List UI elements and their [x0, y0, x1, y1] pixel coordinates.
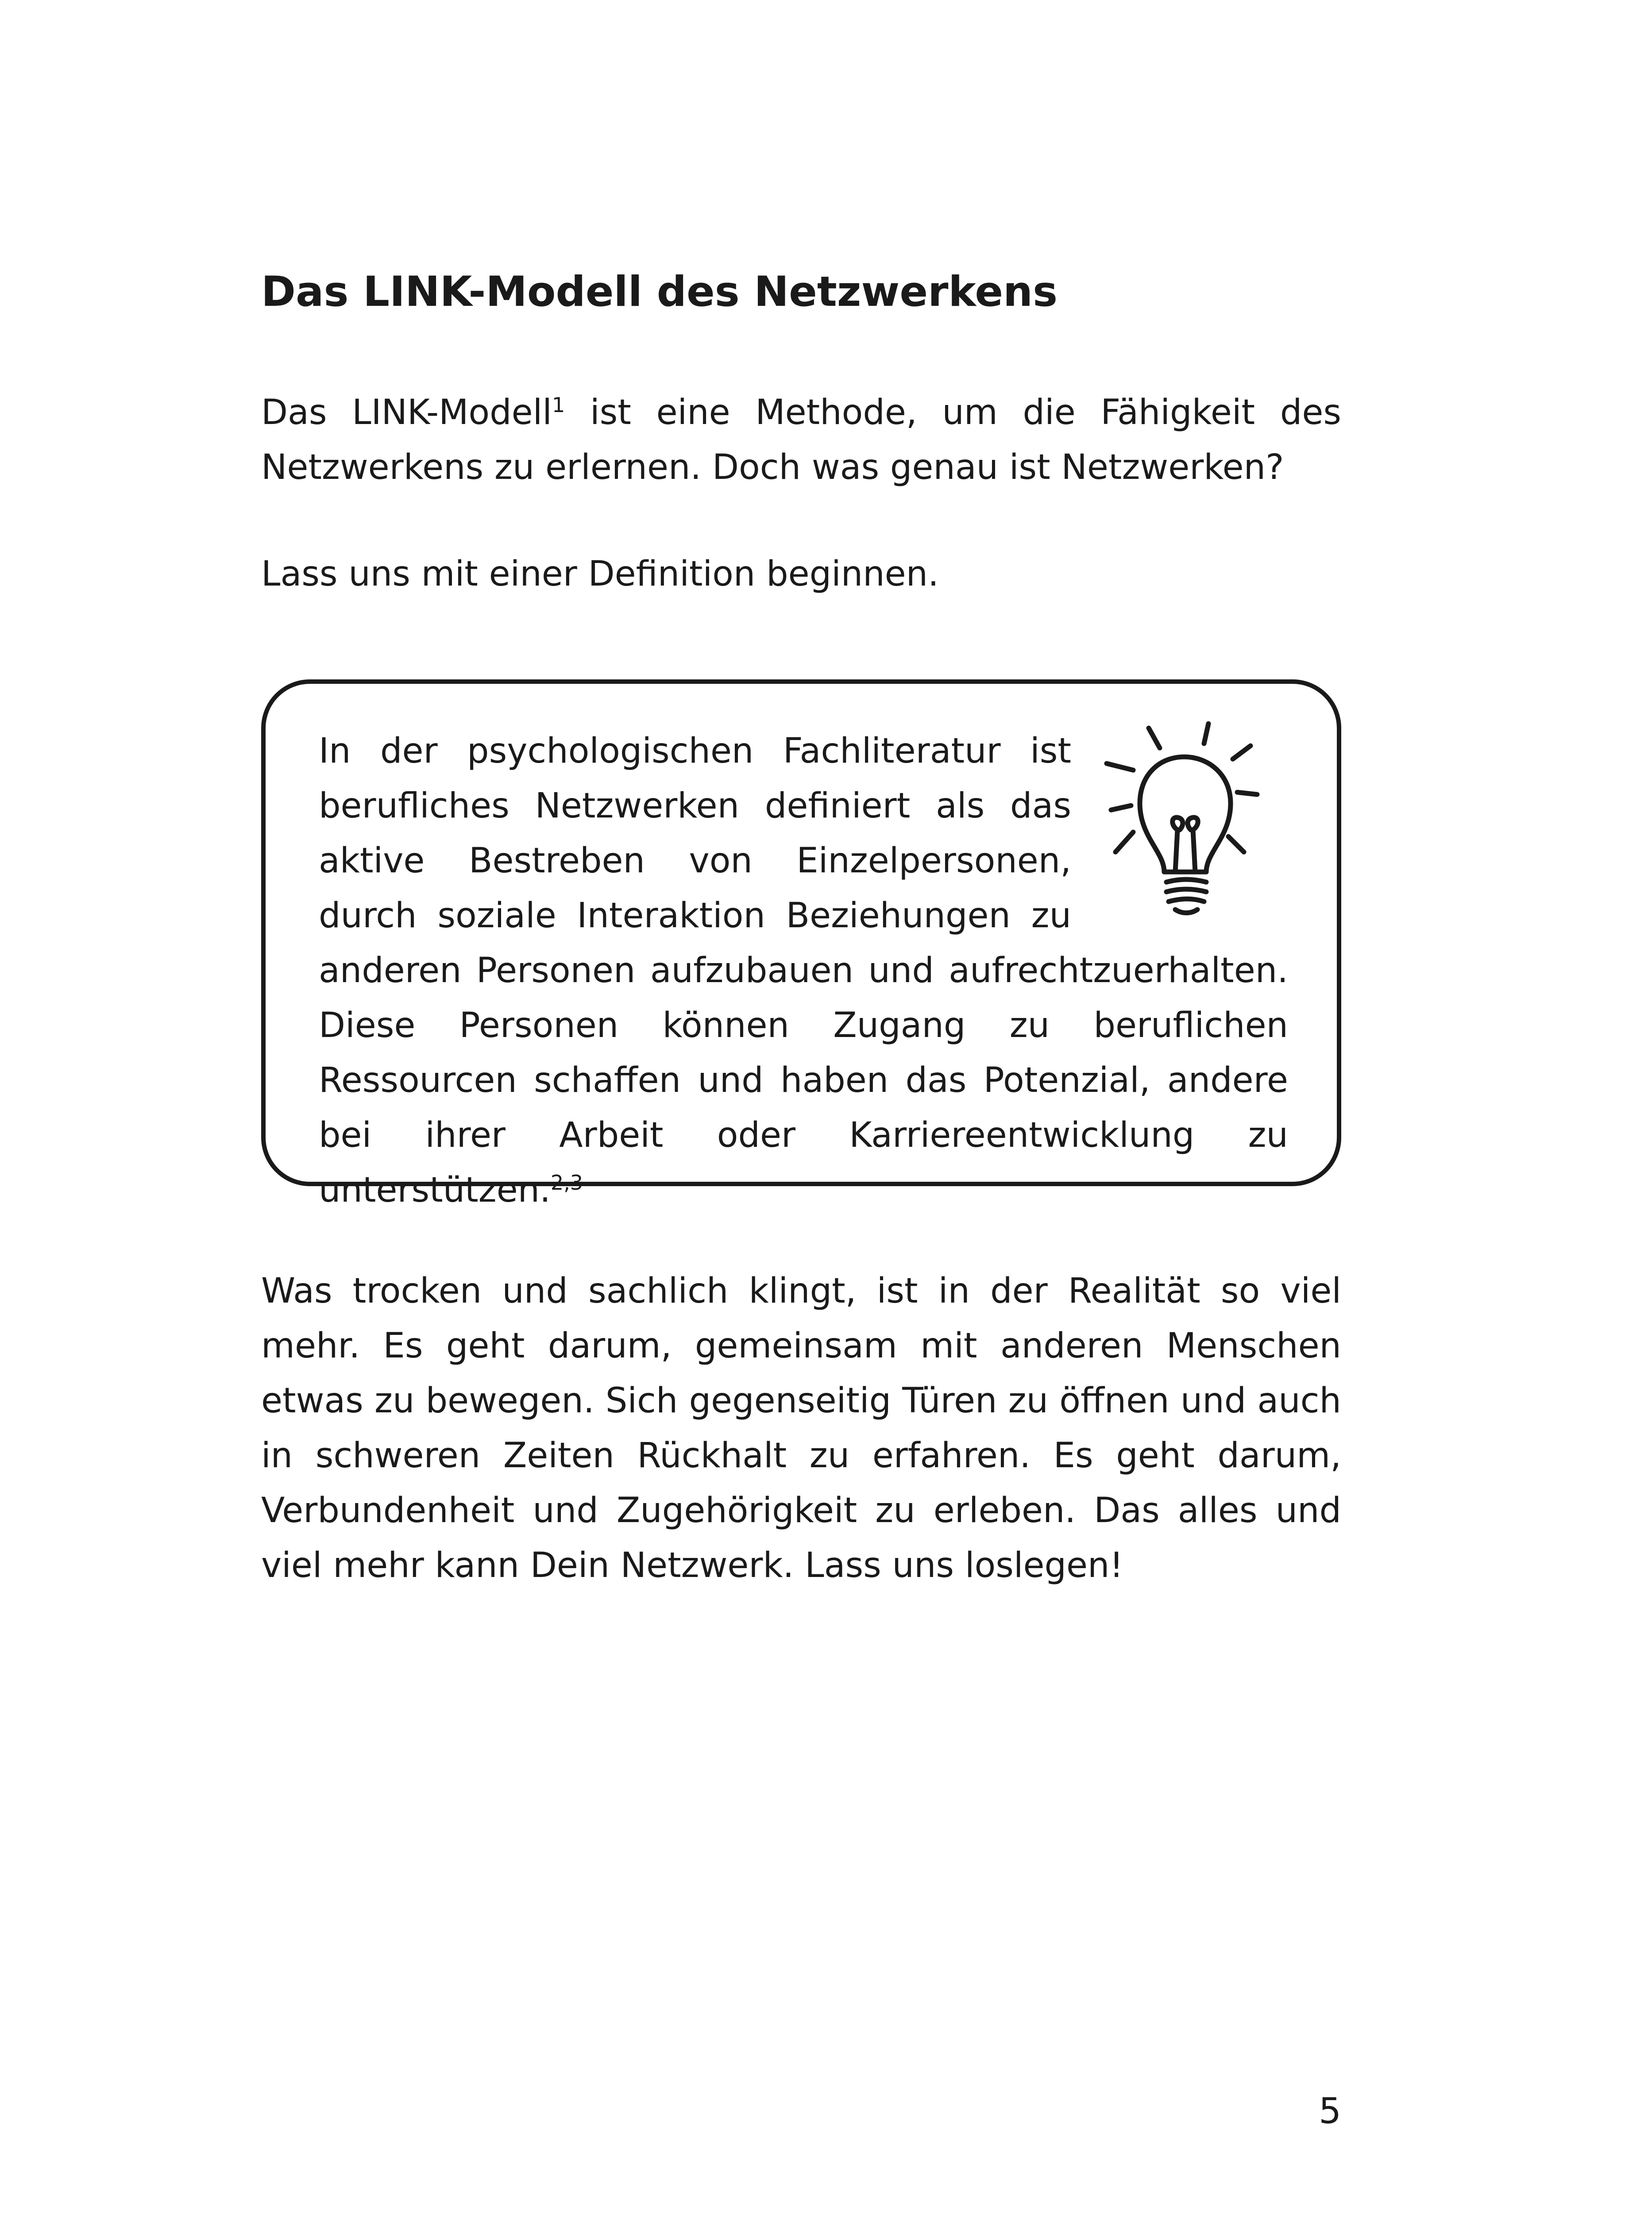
page-content — [261, 266, 1341, 1585]
definition-box — [261, 679, 1341, 1210]
lightbulb-icon — [1098, 719, 1293, 918]
intro-text-end: ist eine Methode, um die Fähigkeit des Netzwerkens zu erlernen. Doch was genau ist Netzwerken? — [261, 393, 1341, 487]
section-heading: Das LINK-Modell des Netzwerkens — [261, 268, 1058, 316]
definition-text: In der psychologischen Fachliteratur ist berufliches Netzwerken definiert als das aktive Bestreben von Einzelpersonen, durch soziale Interaktion Beziehungen zu anderen Personen aufzubauen und aufrechtzuerhalten. Diese Personen können Zugang zu beruflichen Ressourcen schaffen und haben das Potenzial, andere bei ihrer Arbeit oder Karriereentwicklung zu unterstützen. — [319, 731, 1288, 1210]
intro-paragraph — [261, 385, 1341, 495]
footnote-ref-2-3[interactable]: 2,3 — [550, 1171, 583, 1195]
page-number: 5 — [1319, 2090, 1341, 2132]
footnote-ref[interactable]: 1 — [552, 393, 565, 417]
closing-paragraph: Was trocken und sachlich klingt, ist in der Realität so viel mehr. Es geht darum, gemeinsam mit anderen Menschen etwas zu bewegen. Sich gegenseitig Türen zu öffnen und auch in schweren Zeiten Rückhalt zu erfahren. Es geht darum, Verbundenheit und Zugehörigkeit zu erleben. Das alles und viel mehr kann Dein Netzwerk. Lass uns loslegen! — [261, 1271, 1341, 1585]
definition-text-block — [319, 724, 1288, 1218]
lead-in-paragraph: Lass uns mit einer Definition beginnen. — [261, 554, 939, 594]
intro-text-start: Das LINK-Modell — [261, 393, 552, 432]
